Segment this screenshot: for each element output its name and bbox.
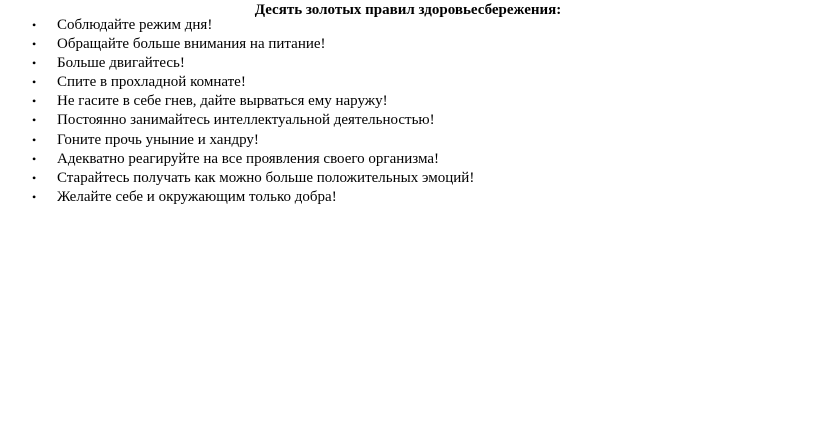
bullet-icon: • [32,56,37,71]
bullet-icon: • [32,189,37,204]
rule-text: Не гасите в себе гнев, дайте вырваться ему наружу! [57,93,388,110]
bullet-icon: • [32,151,37,166]
rule-text: Спите в прохладной комнате! [57,74,246,91]
rule-text: Старайтесь получать как можно больше положительных эмоций! [57,169,475,186]
bullet-icon: • [32,170,37,185]
rule-text: Желайте себе и окружающим только добра! [57,188,337,205]
rule-text: Соблюдайте режим дня! [57,17,213,33]
bullet-icon: • [32,37,37,52]
bullet-icon: • [32,113,37,128]
rule-text: Обращайте больше внимания на питание! [57,36,326,53]
rule-text: Адекватно реагируйте на все проявления своего организма! [57,150,440,167]
bullet-icon: • [32,75,37,90]
bullet-icon: • [32,132,37,147]
bullet-icon: • [32,18,37,32]
rule-text: Больше двигайтесь! [57,55,185,72]
document-title: Десять золотых правил здоровьесбережения: [254,2,562,18]
rule-text: Гоните прочь уныние и хандру! [57,131,259,148]
bullet-icon: • [32,94,37,109]
rule-text: Постоянно занимайтесь интеллектуальной деятельностью! [57,112,435,129]
